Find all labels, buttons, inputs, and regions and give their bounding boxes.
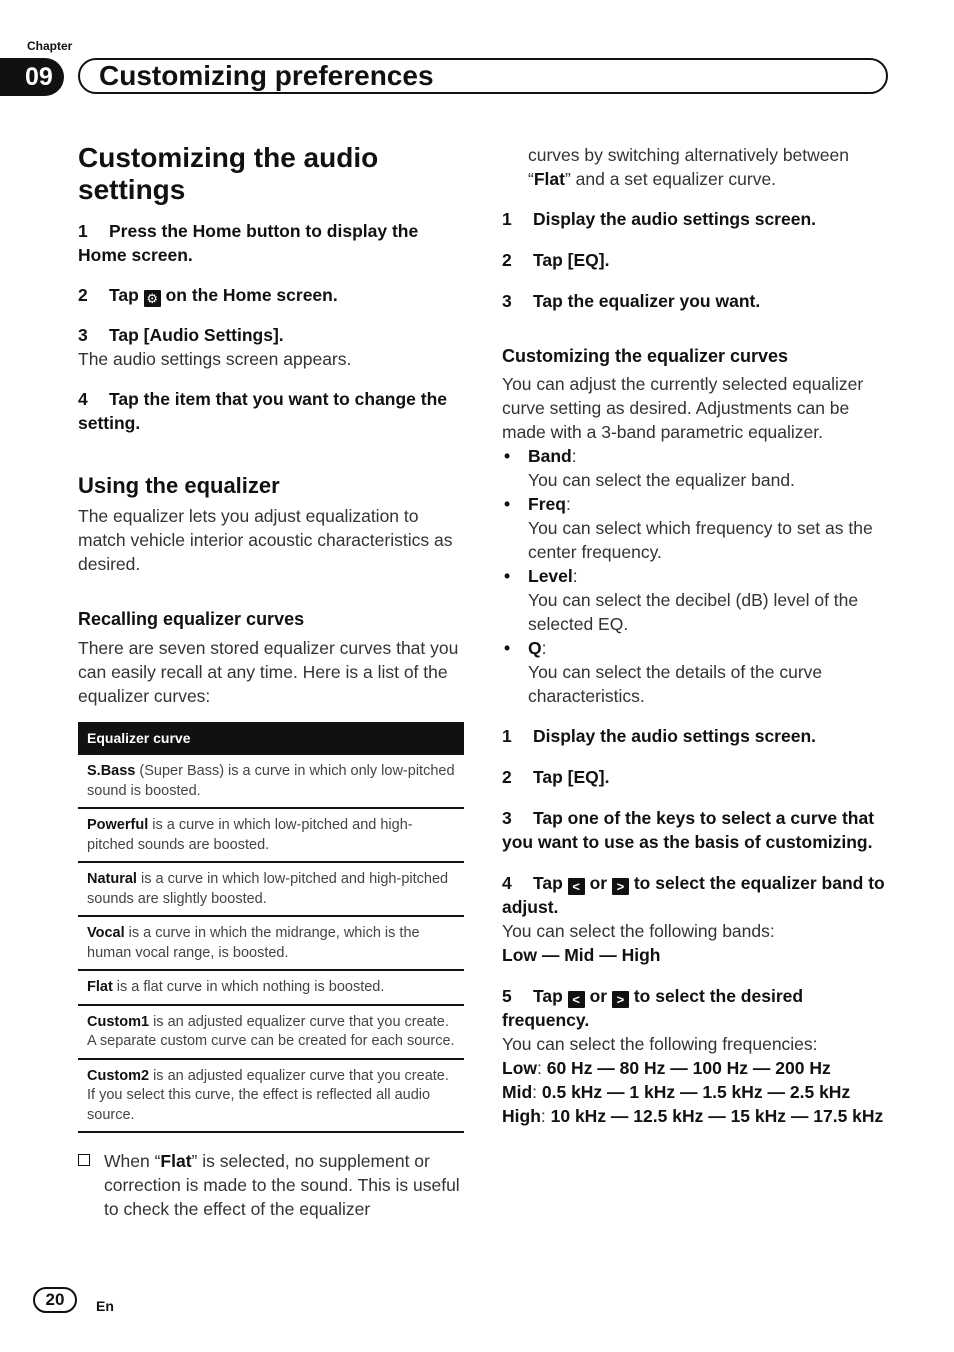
left-column bbox=[78, 142, 468, 1221]
note-checkbox-icon bbox=[78, 1154, 90, 1166]
freq-mid: Mid: 0.5 kHz — 1 kHz — 1.5 kHz — 2.5 kHz bbox=[502, 1082, 851, 1102]
page-number: 20 bbox=[33, 1287, 77, 1313]
custom-step-2: 2 Tap [EQ]. bbox=[502, 767, 610, 787]
arrow-right-icon: > bbox=[612, 991, 629, 1008]
recall-step-3: 3 Tap the equalizer you want. bbox=[502, 291, 761, 311]
table-row: Custom1 is an adjusted equalizer curve that you create. A separate custom curve can be created for each source. bbox=[78, 1006, 464, 1060]
band-list: Low — Mid — High bbox=[502, 945, 661, 965]
equalizer-curve-table bbox=[78, 722, 464, 1133]
flat-note-continued: curves by switching alternatively between “Flat” and a set equalizer curve. bbox=[528, 145, 849, 189]
bullet-freq: • Freq: You can select which frequency to set as the center frequency. bbox=[504, 494, 873, 562]
step-4: 4 Tap the item that you want to change the setting. bbox=[78, 389, 448, 433]
custom-step-4: 4 Tap < or > to select the equalizer band to adjust. bbox=[502, 873, 885, 917]
recall-intro: There are seven stored equalizer curves that you can easily recall at any time. Here is a list of the equalizer curves: bbox=[78, 638, 459, 706]
step-2: 2 Tap ⚙ on the Home screen. bbox=[78, 285, 338, 306]
custom-step-1: 1 Display the audio settings screen. bbox=[502, 726, 816, 746]
custom-heading: Customizing the equalizer curves bbox=[502, 346, 789, 366]
recall-step-2: 2 Tap [EQ]. bbox=[502, 250, 610, 270]
recall-heading: Recalling equalizer curves bbox=[78, 609, 305, 629]
bullet-q: • Q: You can select the details of the curve characteristics. bbox=[504, 638, 823, 706]
arrow-right-icon: > bbox=[612, 878, 629, 895]
table-header: Equalizer curve bbox=[78, 722, 464, 755]
table-row: Flat is a flat curve in which nothing is boosted. bbox=[78, 971, 464, 1006]
chapter-title: Customizing preferences bbox=[78, 58, 888, 94]
custom-step-3: 3 Tap one of the keys to select a curve that you want to use as the basis of customizing. bbox=[502, 808, 875, 852]
right-column bbox=[502, 143, 892, 1128]
step-1: 1 Press the Home button to display the Home screen. bbox=[78, 221, 419, 265]
freq-low: Low: 60 Hz — 80 Hz — 100 Hz — 200 Hz bbox=[502, 1058, 831, 1078]
step-3-description: The audio settings screen appears. bbox=[78, 349, 352, 369]
custom-step-5: 5 Tap < or > to select the desired frequency. bbox=[502, 986, 804, 1030]
table-row: Natural is a curve in which low-pitched and high-pitched sounds are slightly boosted. bbox=[78, 863, 464, 917]
eq-heading: Using the equalizer bbox=[78, 473, 280, 498]
freq-high: High: 10 kHz — 12.5 kHz — 15 kHz — 17.5 kHz bbox=[502, 1106, 884, 1126]
custom-intro: You can adjust the currently selected equalizer curve setting as desired. Adjustments can be made with a 3-band parametric equalizer. bbox=[502, 374, 864, 442]
language-code: En bbox=[96, 1298, 114, 1314]
table-row: Powerful is a curve in which low-pitched and high-pitched sounds are boosted. bbox=[78, 809, 464, 863]
table-row: S.Bass (Super Bass) is a curve in which only low-pitched sound is boosted. bbox=[78, 755, 464, 809]
arrow-left-icon: < bbox=[568, 991, 585, 1008]
chapter-label: Chapter bbox=[27, 39, 73, 53]
settings-gear-icon: ⚙ bbox=[144, 290, 161, 307]
recall-step-1: 1 Display the audio settings screen. bbox=[502, 209, 816, 229]
table-row: Vocal is a curve in which the midrange, which is the human vocal range, is boosted. bbox=[78, 917, 464, 971]
page-title: Customizing the audio settings bbox=[78, 142, 379, 205]
flat-note: When “Flat” is selected, no supplement or correction is made to the sound. This is useful to check the effect of the equalizer bbox=[78, 1149, 468, 1221]
eq-intro: The equalizer lets you adjust equalization to match vehicle interior acoustic characteristics as desired. bbox=[78, 506, 453, 574]
bullet-level: • Level: You can select the decibel (dB) level of the selected EQ. bbox=[504, 566, 859, 634]
bullet-band: • Band: You can select the equalizer band. bbox=[504, 446, 795, 490]
arrow-left-icon: < bbox=[568, 878, 585, 895]
chapter-number: 09 bbox=[0, 58, 64, 96]
step-3: 3 Tap [Audio Settings]. bbox=[78, 325, 284, 345]
step-5-description: You can select the following frequencies: bbox=[502, 1034, 818, 1054]
step-4-description: You can select the following bands: bbox=[502, 921, 775, 941]
table-row: Custom2 is an adjusted equalizer curve that you create. If you select this curve, the effect is reflected all audio source. bbox=[78, 1060, 464, 1134]
